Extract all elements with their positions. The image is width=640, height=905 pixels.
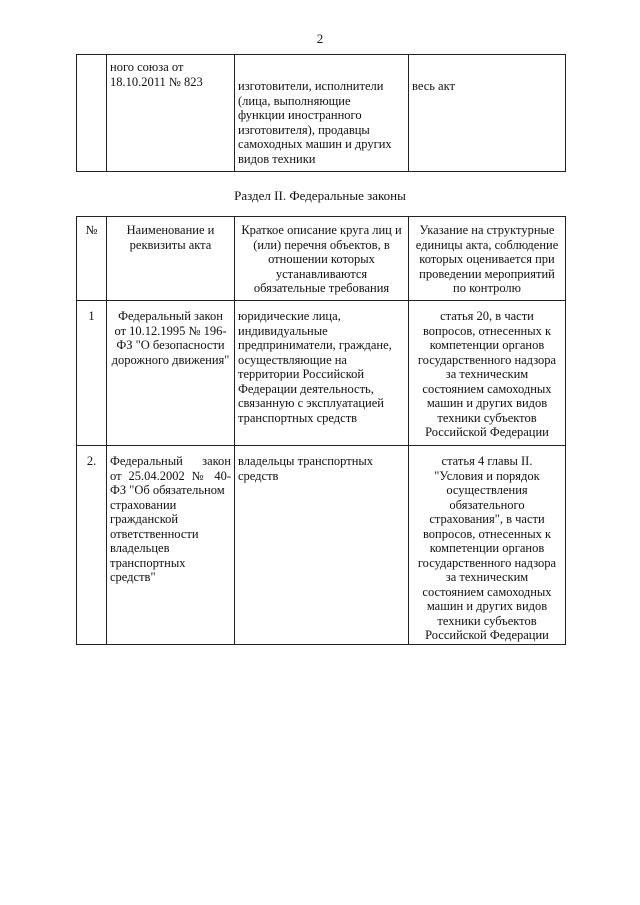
table-row	[77, 301, 566, 446]
description-cell	[235, 301, 409, 446]
header-description-text: Краткое описание круга лиц и (или) перечня объектов, в отношении которых устанавливаются обязательные требования	[241, 223, 402, 295]
description-text: юридические лица, индивидуальные предприниматели, граждане, осуществляющие на территории Российской Федерации деятельность, связанную с эксплуатацией транспортных средств	[238, 309, 392, 425]
act-name-text: Федеральный закон от 10.12.1995 № 196- ФЗ "О безопасности дорожного движения"	[111, 309, 230, 367]
structural-units-text: статья 4 главы II. "Условия и порядок осуществления обязательного страхования", в части вопросов, отнесенных к компетенции органов государственного надзора за техническим состоянием самоходных машин и других видов техники субъектов Российской Федерации	[417, 454, 557, 642]
federal-laws-table	[76, 216, 566, 645]
structural-units-text: статья 20, в части вопросов, отнесенных к компетенции органов государственного надзора за техническим состоянием самоходных машин и других видов техники субъектов Российской Федерации	[417, 309, 557, 439]
act-name-cell	[107, 55, 235, 172]
description-cell	[235, 446, 409, 645]
page-number: 2	[316, 31, 324, 46]
row-number-cell	[77, 301, 107, 446]
table-header-row	[77, 217, 566, 301]
header-number-text: №	[85, 223, 98, 237]
section-title: Раздел II. Федеральные законы	[234, 188, 406, 203]
header-description	[235, 217, 409, 301]
header-structural-units-text: Указание на структурные единицы акта, соблюдение которых оценивается при проведении мероприятий по контролю	[415, 223, 559, 295]
act-name-block	[107, 446, 234, 585]
number-cell	[77, 55, 107, 172]
act-name-line-2: от 25.04.2002 № 40-	[110, 468, 231, 483]
row-number: 1	[88, 309, 95, 323]
scope-cell	[409, 55, 566, 172]
header-structural-units	[409, 217, 566, 301]
act-name-line-1: Федеральный закон	[110, 454, 231, 468]
row-number-cell	[77, 446, 107, 645]
structural-units-cell	[409, 301, 566, 446]
scope-text: весь акт	[412, 79, 455, 93]
continuation-table	[76, 54, 566, 172]
table-row	[77, 446, 566, 645]
row-number: 2.	[86, 454, 97, 468]
table-row	[77, 55, 566, 172]
act-name-rest: ФЗ "Об обязательном страховании гражданской ответственности владельцев транспортных средств"	[110, 483, 225, 584]
act-name-text: ного союза от 18.10.2011 № 823	[110, 60, 203, 89]
header-number	[77, 217, 107, 301]
act-name-cell	[107, 301, 235, 446]
description-text: владельцы транспортных средств	[238, 454, 374, 483]
subjects-cell	[235, 55, 409, 172]
header-name	[107, 217, 235, 301]
header-name-text: Наименование и реквизиты акта	[126, 223, 215, 252]
subjects-text: изготовители, исполнители (лица, выполняющие функции иностранного изготовителя), продавцы самоходных машин и других видов техники	[238, 79, 392, 166]
act-name-cell	[107, 446, 235, 645]
structural-units-cell	[409, 446, 566, 645]
